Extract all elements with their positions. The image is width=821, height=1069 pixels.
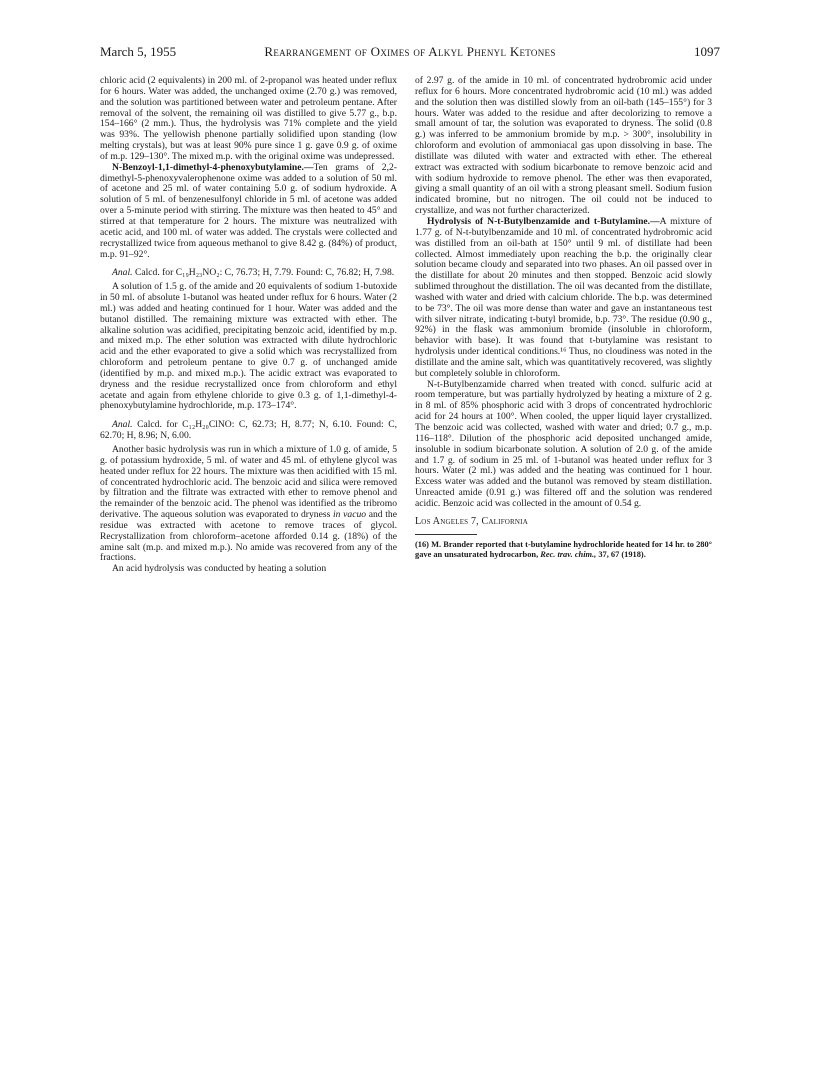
- italic-term: in vacuo: [333, 509, 367, 521]
- paragraph: [100, 163, 397, 261]
- paragraph-text: Ten grams of 2,2-dimethyl-5-phenoxyvalerophenone oxime was added to a solution of 50 ml. of acetone and 25 ml. of water containing 5.0 g. of sodium hydroxide. A solution of 5 ml. of benzenesulfonyl chloride in 5 ml. of acetone was added over a 5-minute period with stirring. The mixture was then heated to 45° and stirred at that temperature for 2 hours. The mixture was neutralized with acetic acid, and 100 ml. of water was added. The crystals were collected and recrystallized twice from aqueous methanol to give 8.42 g. (84%) of product, m.p. 91–92°.: [100, 161, 397, 260]
- paragraph: of 2.97 g. of the amide in 10 ml. of concentrated hydrobromic acid under reflux for 6 hours. More concentrated hydrobromic acid (10 ml.) was added and the solution then was distilled slowly from an oil-bath (145–155°) for 3 hours. Water was added to the residue and after decolorizing to remove a small amount of tar, the solution was evaporated to dryness. The solid (0.8 g.) was inferred to be ammonium bromide by m.p. > 300°, insolubility in chloroform and evolution of ammoniacal gas upon dissolving in base. The distillate was diluted with water and extracted with ether. The ethereal extract was extracted with sodium bicarbonate to remove benzoic acid and with sodium hydroxide to remove phenol. The ether was then evaporated, giving a small quantity of an oil with a strong pleasant smell. Sodium fusion indicated bromine, but no nitrogen. The oil could not be induced to crystallize, and was not further characterized.: [415, 75, 712, 217]
- right-column: [415, 76, 712, 560]
- paragraph: [100, 445, 397, 564]
- paragraph: [415, 217, 712, 380]
- footnote-text: (16) M. Brander reported that t-butylamine hydrochloride heated for 14 hr. to 280° gave an unsaturated hydrocarbon,: [415, 539, 712, 559]
- author-location: Los Angeles 7, California: [415, 515, 528, 527]
- left-column: [100, 76, 397, 575]
- footnote-rule: [415, 534, 477, 535]
- running-header: [100, 44, 720, 64]
- paragraph-text: A mixture of 1.77 g. of N-t-butylbenzamide and 10 ml. of concentrated hydrobromic acid was distilled from an oil-bath at 150° until 9 ml. of distillate had been collected. Almost immediately upon reaching the b.p. the originally clear solution became cloudy and separated into two phases. An oil passed over in the distillate for about 20 minutes and then stopped. Benzoic acid slowly sublimed throughout the distillation. The oil was decanted from the distillate, washed with water and dried with calcium chloride. The b.p. was determined to be 73°. The oil was more dense than water and gave an instantaneous test with silver nitrate, indicating t-butyl bromide, b.p. 73°. The residue (0.90 g., 92%) in the flask was ammonium bromide (insoluble in chloroform, behavior with base). It was found that t-butylamine was resistant to hydrolysis under identical conditions.¹⁶ Thus, no cloudiness was noted in the distillate and the amine salt, which was quantitatively recovered, was slightly but completely soluble in chloroform.: [415, 215, 712, 379]
- analysis-line: [100, 268, 397, 279]
- paragraph-text: and the residue was extracted with acetone to remove traces of glycol. Recrystallization from chloroform–acetone afforded 0.14 g. (18%) of the amine salt (m.p. and mixed m.p.). No amide was recovered from any of the fractions.: [100, 509, 397, 564]
- anal-text: Calcd. for C₁₉H₂₃NO₂: C, 76.73; H, 7.79. Found: C, 76.82; H, 7.98.: [134, 267, 395, 279]
- header-date: March 5, 1955: [100, 44, 177, 59]
- paragraph: N-t-Butylbenzamide charred when treated with concd. sulfuric acid at room temperature, but was partially hydrolyzed by heating a mixture of 2 g. in 8 ml. of 85% phosphoric acid with 3 drops of concentrated hydrochloric acid for 24 hours at 100°. When cooled, the upper liquid layer crystallized. The benzoic acid was collected, washed with water and dried; 0.7 g., m.p. 116–118°. Dilution of the phosphoric acid deposited unchanged amide, insoluble in sodium bicarbonate solution. A solution of 2.0 g. of the amide and 1.7 g. of sodium in 25 ml. of 1-butanol was heated under reflux for 3 hours. Water (2 ml.) was added and the heating was continued for 1 hour. Excess water was added and the butanol was removed by steam distillation. Unreacted amide (0.91 g.) was filtered off and the solution was rendered acidic. Benzoic acid was collected in the amount of 0.54 g.: [415, 378, 712, 509]
- footnote-citation: 37, 67 (1918).: [598, 549, 646, 559]
- paragraph: A solution of 1.5 g. of the amide and 20 equivalents of sodium 1-butoxide in 50 ml. of absolute 1-butanol was heated under reflux for 6 hours. Water (2 ml.) was added and heating continued for 1 hour. Water was added and the butanol distilled. The remaining mixture was extracted with ether. The alkaline solution was acidified, precipitating benzoic acid, identified by m.p. and mixed m.p. The ether solution was extracted with dilute hydrochloric acid and the ether evaporated to give a solid which was recrystallized from chloroform and petroleum pentane to give 0.7 g. of unchanged amide (identified by m.p. and mixed m.p.). The acidic extract was evaporated to dryness and the residue recrystallized once from chloroform and ethyl acetate and again from ethylene chloride to give 0.3 g. of 1,1-dimethyl-4-phenoxybutylamine hydrochloride, m.p. 173–174°.: [100, 281, 397, 412]
- footnote-journal: Rec. trav. chim.,: [540, 549, 597, 559]
- page-number: 1097: [694, 44, 720, 59]
- anal-text: Calcd. for C₁₂H₂₀ClNO: C, 62.73; H, 8.77; N, 6.10. Found: C, 62.70; H, 8.96; N, 6.00.: [100, 419, 397, 442]
- anal-label: Anal.: [112, 267, 133, 279]
- analysis-line: [100, 420, 397, 442]
- header-title: Rearrangement of Oximes of Alkyl Phenyl Ketones: [264, 44, 556, 59]
- footnote: [415, 540, 712, 560]
- section-heading: Hydrolysis of N-t-Butylbenzamide and t-Butylamine.—: [427, 215, 660, 227]
- paragraph: chloric acid (2 equivalents) in 200 ml. of 2-propanol was heated under reflux for 6 hours. Water was added, the unchanged oxime (2.70 g.) was removed, and the solution was partitioned between water and petroleum pentane. After removal of the solvent, the remaining oil was distilled to give 5.77 g., b.p. 154–166° (2 mm.). Thus, the hydrolysis was 71% complete and the yield was 93%. The yellowish phenone partially solidified upon standing (low melting crystals), but was at least 90% pure since 1 g. gave 0.9 g. of oxime of m.p. 129–130°. The mixed m.p. with the original oxime was undepressed.: [100, 75, 397, 162]
- paragraph-text: Another basic hydrolysis was run in which a mixture of 1.0 g. of amide, 5 g. of potassium hydroxide, 5 ml. of water and 45 ml. of ethylene glycol was heated under reflux for 22 hours. The mixture was then acidified with 15 ml. of concentrated hydrochloric acid. The benzoic acid and silica were removed by filtration and the filtrate was extracted with ether to remove phenol and the remainder of the benzoic acid. The phenol was identified as the tribromo derivative. The aqueous solution was evaporated to dryness: [100, 444, 397, 521]
- paragraph: An acid hydrolysis was conducted by heating a solution: [112, 563, 327, 575]
- anal-label: Anal.: [112, 419, 133, 431]
- section-heading: N-Benzoyl-1,1-dimethyl-4-phenoxybutylamine.—: [112, 161, 314, 173]
